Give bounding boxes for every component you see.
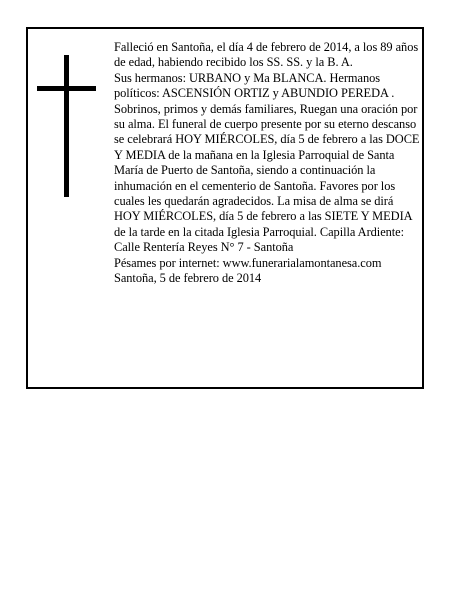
cross-horizontal-bar <box>37 86 96 91</box>
place-and-date: Santoña, 5 de febrero de 2014 <box>114 271 262 286</box>
family-and-services: Sus hermanos: URBANO y Ma BLANCA. Hermanos políticos: ASCENSIÓN ORTIZ y ABUNDIO PEREDA . Sobrinos, primos y demás familiares, Ruegan una oración por su alma. El funeral de cuerpo presente por su eterno descanso se celebrará HOY MIÉRCOLES, día 5 de febrero a las DOCE Y MEDIA de la mañana en la Iglesia Parroquial de Santa María de Puerto de Santoña, siendo a continuación la inhumación en el cementerio de Santoña. Favores por los cuales les quedarán agradecidos. La misa de alma se dirá HOY MIÉRCOLES, día 5 de febrero a las SIETE Y MEDIA de la tarde en la citada Iglesia Parroquial. Capilla Ardiente: Calle Rentería Reyes N° 7 - Santoña <box>114 70 420 255</box>
notice-text <box>114 40 422 287</box>
cross-vertical-bar <box>64 55 69 197</box>
latin-cross-icon <box>37 55 96 197</box>
condolences-website: Pésames por internet: www.funerarialamontanesa.com <box>114 255 382 270</box>
death-announcement: Falleció en Santoña, el día 4 de febrero de 2014, a los 89 años de edad, habiendo recibido los SS. SS. y la B. A. <box>114 40 419 70</box>
